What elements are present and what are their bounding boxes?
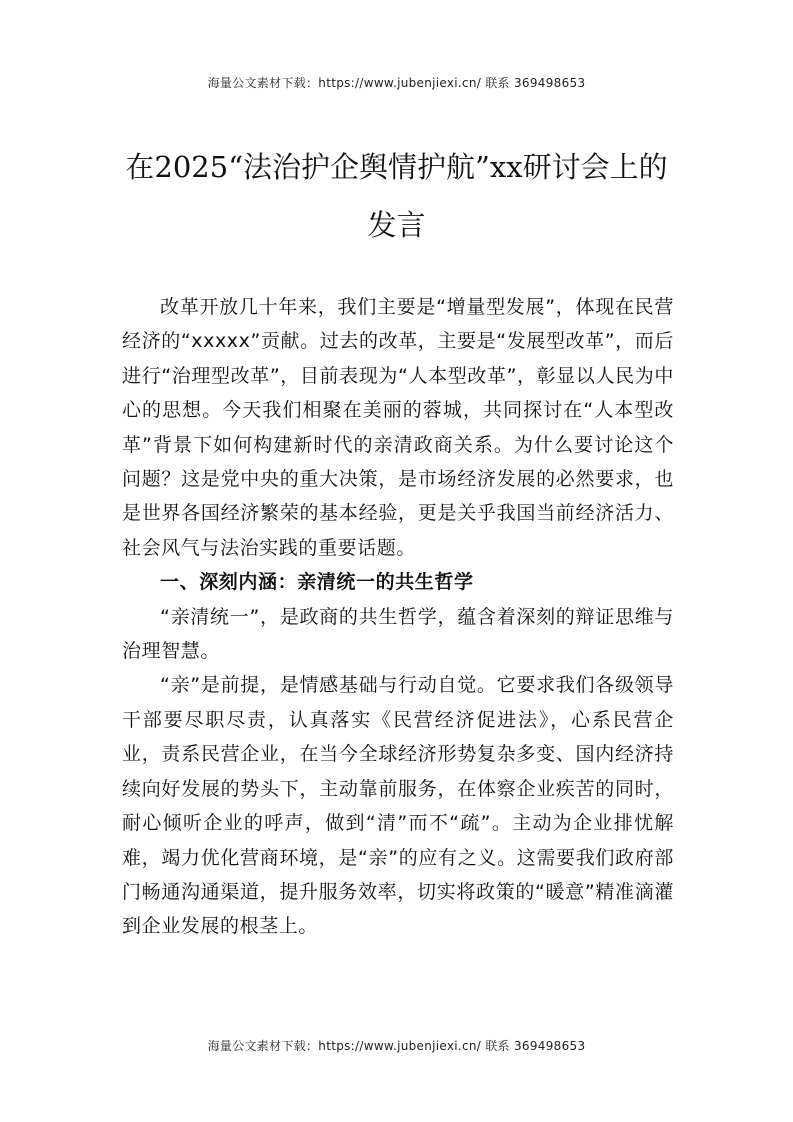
paragraph-qingqing-tongyi: “亲清统一”，是政商的共生哲学，蕴含着深刻的辩证思维与治理智慧。 bbox=[122, 605, 674, 663]
paragraph-qin-premise: “亲”是前提，是情感基础与行动自觉。它要求我们各级领导干部要尽职尽责，认真落实《民营经济促进法》，心系民营企业，责系民营企业，在当今全球经济形势复杂多变、国内经济持续向好发展的势头下，主动靠前服务，在体察企业疾苦的同时，耐心倾听企业的呼声，做到“清”而不“疏”。主动为企业排忧解难，竭力优化营商环境，是“亲”的应有之义。这需要我们政府部门畅通沟通渠道，提升服务效率，切实将政策的“暖意”精准滴灌到企业发展的根茎上。 bbox=[122, 674, 674, 938]
document-title-line-2: 发言 bbox=[367, 208, 426, 242]
section-heading-1: 一、深刻内涵：亲清统一的共生哲学 bbox=[160, 571, 474, 594]
paragraph-intro: 改革开放几十年来，我们主要是“增量型发展”，体现在民营经济的“xxxxx”贡献。过去的改革，主要是“发展型改革”，而后进行“治理型改革”，目前表现为“人本型改革”，彰显以人民为中心的思想。今天我们相聚在美丽的蓉城，共同探讨在“人本型改革”背景下如何构建新时代的亲清政商关系。为什么要讨论这个问题？这是党中央的重大决策，是市场经济发展的必然要求，也是世界各国经济繁荣的基本经验，更是关乎我国当前经济活力、社会风气与法治实践的重要话题。 bbox=[122, 296, 674, 559]
page-header: 海量公文素材下载：https://www.jubenjiexi.cn/ 联系 369498653 bbox=[207, 76, 586, 90]
document-title-line-1: 在2025“法治护企舆情护航”xx研讨会上的 bbox=[125, 150, 668, 184]
page-footer: 海量公文素材下载：https://www.jubenjiexi.cn/ 联系 369498653 bbox=[207, 1039, 586, 1053]
document-body bbox=[122, 290, 674, 944]
